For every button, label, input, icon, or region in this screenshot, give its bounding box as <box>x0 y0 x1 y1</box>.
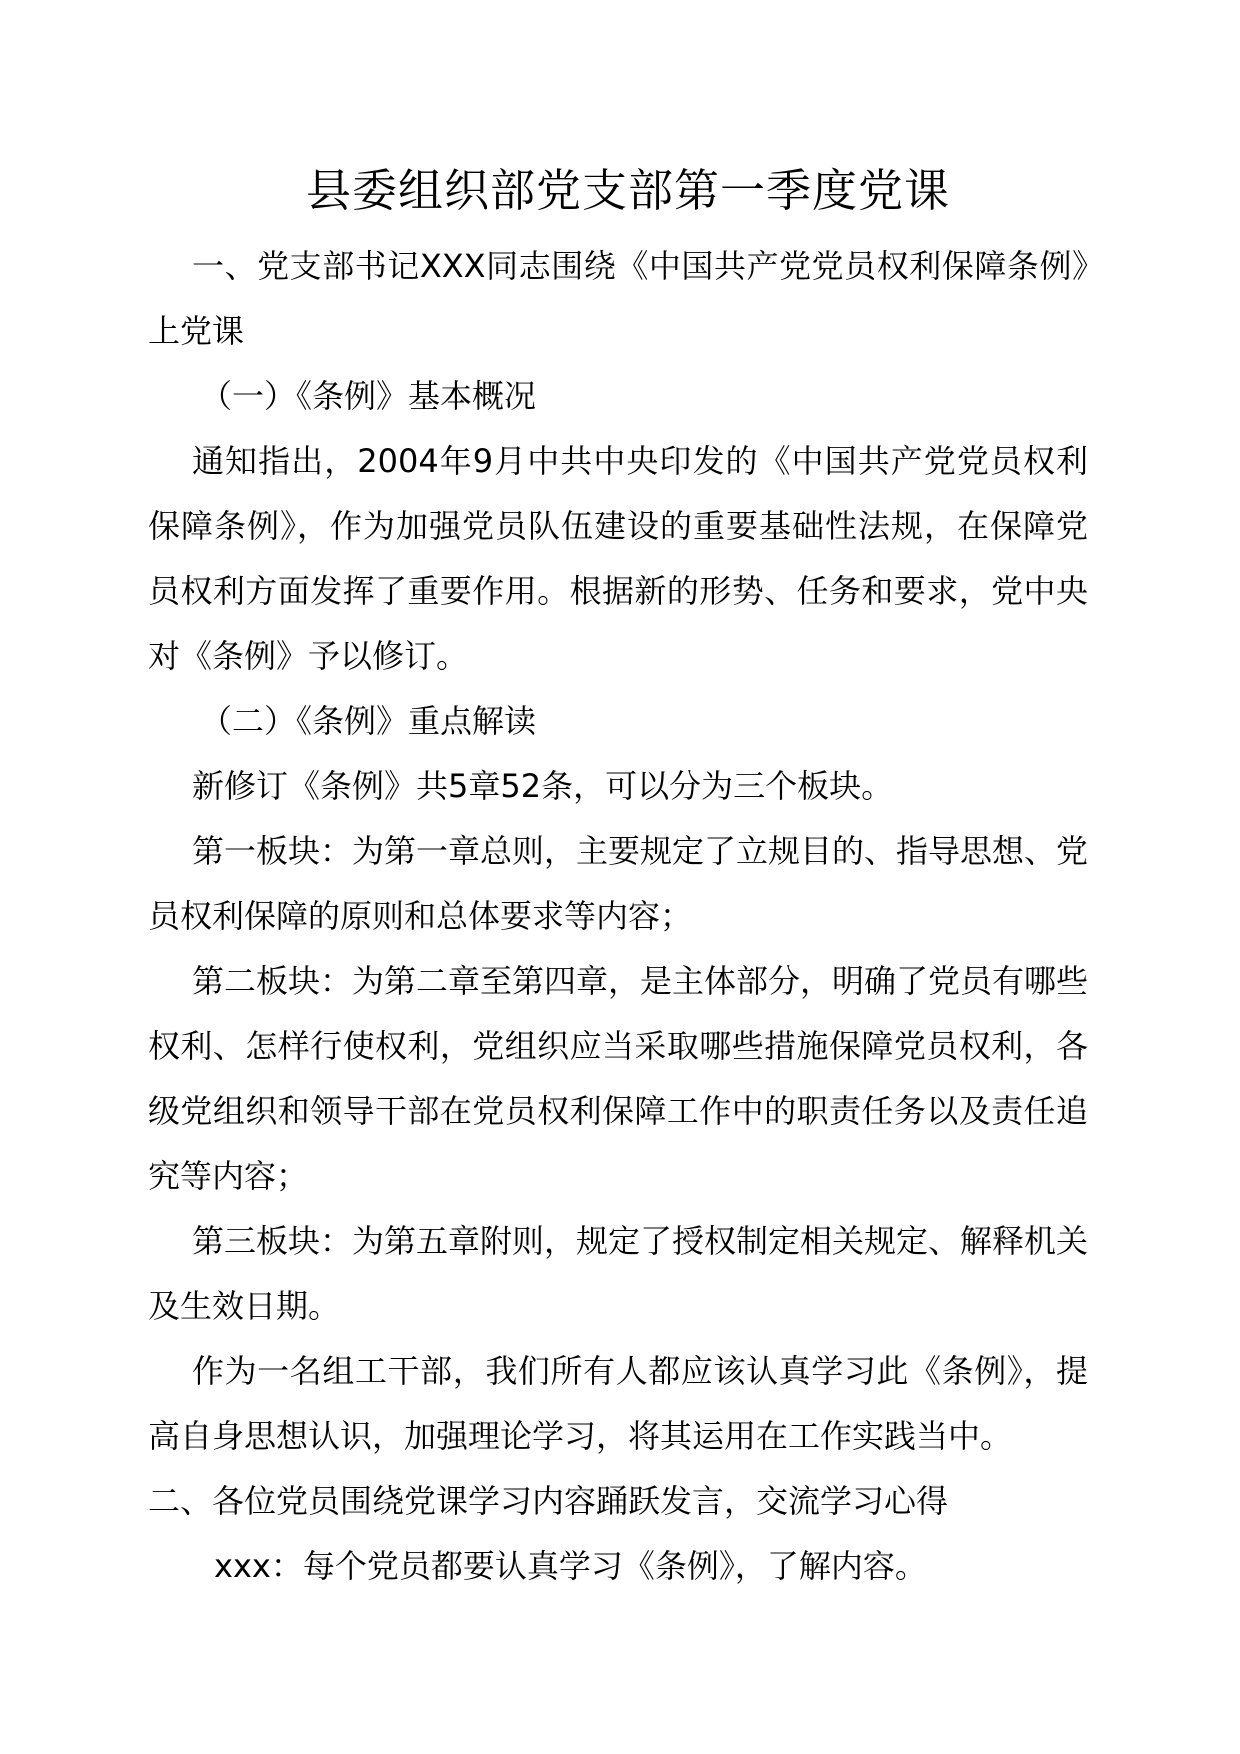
block-2-paragraph: 第二板块：为第二章至第四章，是主体部分，明确了党员有哪些权利、怎样行使权利，党组织应当采取哪些措施保障党员权利，各级党组织和领导干部在党员权利保障工作中的职责任务以及责任追究等内容； <box>148 962 1089 1195</box>
subsection-2-heading: （二）《条例》重点解读 <box>200 702 537 740</box>
structure-paragraph: 新修订《条例》共5章52条，可以分为三个板块。 <box>192 767 894 805</box>
subsection-1-heading: （一）《条例》基本概况 <box>200 377 537 415</box>
section-1-heading: 一、党支部书记XXX同志围绕《中国共产党党员权利保障条例》上党课 <box>148 247 1088 350</box>
document-title: 县委组织部党支部第一季度党课 <box>305 164 950 217</box>
speech-paragraph: xxx：每个党员都要认真学习《条例》，了解内容。 <box>214 1547 927 1585</box>
section-2-heading: 二、各位党员围绕党课学习内容踊跃发言，交流学习心得 <box>148 1482 949 1520</box>
conclusion-paragraph: 作为一名组工干部，我们所有人都应该认真学习此《条例》，提高自身思想认识，加强理论学习，将其运用在工作实践当中。 <box>148 1352 1088 1455</box>
block-3-paragraph: 第三板块：为第五章附则，规定了授权制定相关规定、解释机关及生效日期。 <box>148 1222 1089 1325</box>
overview-paragraph: 通知指出，2004年9月中共中央印发的《中国共产党党员权利保障条例》，作为加强党员队伍建设的重要基础性法规，在保障党员权利方面发挥了重要作用。根据新的形势、任务和要求，党中央对《条例》予以修订。 <box>148 442 1088 675</box>
document-body <box>148 234 1088 1599</box>
block-1-paragraph: 第一板块：为第一章总则，主要规定了立规目的、指导思想、党员权利保障的原则和总体要求等内容； <box>148 832 1089 935</box>
